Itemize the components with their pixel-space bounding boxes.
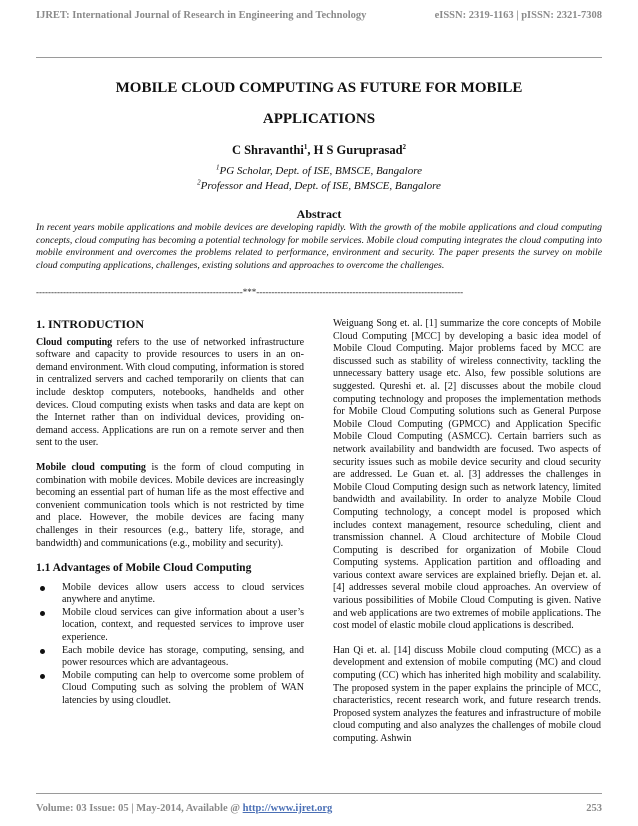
abstract-text: In recent years mobile applications and mobile devices are developing rapidly. With the growth of the mobile applications and cloud computing concepts, cloud computing has becoming a potential technology for mobile services. Mobile cloud computing integrates the cloud computing into mobile environment and overcomes the problems related to performance, environment and security. The paper presents the survey on mobile cloud computing applications, challenges, existing solutions and approaches to overcome the challenges. [36,222,602,271]
page-footer [36,803,602,814]
author-sep: , [307,143,314,157]
bullet-icon [40,611,45,616]
paper-title [40,73,598,135]
title-line-2: APPLICATIONS [262,111,376,127]
footer-volume: Volume: 03 Issue: 05 | May-2014, Available @ http://www.ijret.org [36,803,333,814]
bullet-icon [40,674,45,679]
affiliations [40,164,598,194]
abstract-heading: Abstract [296,207,342,221]
list-item: Mobile computing can help to overcome some problem of Cloud Computing such as solving the problem of WAN latencies by using cloudlet. [36,670,304,708]
intro-paragraph-1: Cloud computing refers to the use of networked infrastructure software and capacity to provide resources to users in an on-demand environment. With cloud computing, information is stored in centralized servers and cached temporarily on clients that can include desktop computers, notebooks, handhelds and other devices. Cloud computing exists when tasks and data are kept on the Internet rather than on individual devices, providing on-demand access. Applications are run on a remote server and then sent to the user. [36,336,305,449]
affiliation-1: $^1$PG Scholar, Dept. of ISE, BMSCE, Bangalore [216,163,422,177]
authors [40,143,598,158]
footer-rule [36,793,602,794]
author-1: C Shravanthi [231,143,304,157]
author-1-sup: 1 [303,142,308,151]
right-column [333,318,601,758]
title-line-1: MOBILE CLOUD COMPUTING AS FUTURE FOR MOBILE [115,80,523,96]
page-number: 253 [586,803,602,814]
section-separator: ---------------------------------------------------------------------***--------------------------------------------------------------------- [36,287,464,297]
related-work-paragraph-1: Weiguang Song et. al. [1] summarize the core concepts of Mobile Cloud Computing [MCC] by developing a basic idea model of Mobile Cloud Computing. Major problems faced by MCC are discussed such as stability of wireless connectivity, tackling the unnecessary battery usage etc. Also, few possible solutions are suggested. Qureshi et. al. [2] discusses about the mobile cloud computing technology and proposes the implementation methods for Mobile Cloud Computing solutions such as General Purpose Mobile Cloud Computing (GPMCC) and Application Specific Mobile Cloud Computing (ASMCC). Certain barriers such as network availability and bandwidth are focused. Two aspects of security issues such as mobile device security and cloud security are addressed. Le Guan et. al. [3] addresses the challenges in Mobile Cloud Computing design such as network latency, limited bandwidth and availability. In order to analyze Mobile Cloud Computing technology, a concept model is proposed which includes context management, resource scheduling, client and transmission channel. A Cloud architecture of Mobile Cloud Computing is described for organization of Mobile Cloud Computing systems. Application partition and offloading and various context aware services are explained briefly. Dejan et. al. [4] addresses several mobile cloud approaches. An overview of various possibilities of Mobile Cloud Computing is given. Native and web applications are two extremes of mobile applications. The cost model of elastic mobile cloud applications is described. [333,318,601,632]
intro-paragraph-2: Mobile cloud computing is the form of cloud computing in combination with mobile devices. Mobile devices are increasingly becoming an essential part of human life as the most effective and convenient communication tools which is not restricted by time and place. However, the mobile devices are facing many challenges in their resources (e.g., battery life, storage, and bandwidth) and communications (e.g., mobility and security). [36,461,304,549]
affiliation-2: $^2$Professor and Head, Dept. of ISE, BMSCE, Bangalore [197,178,441,192]
bullet-icon [40,649,45,654]
list-item: Mobile devices allow users access to cloud services anywhere and anytime. [36,582,304,607]
journal-name: IJRET: International Journal of Research in Engineering and Technology [36,10,367,21]
intro-heading: 1. INTRODUCTION [36,317,145,331]
list-item: Mobile cloud services can give information about a user’s location, context, and requested services to improve user experience. [36,607,304,645]
list-item: Each mobile device has storage, computing, sensing, and power resources which are advantageous. [36,645,304,670]
author-2: H S Guruprasad [313,143,403,157]
advantages-heading: 1.1 Advantages of Mobile Cloud Computing [36,562,252,575]
related-work-paragraph-2: Han Qi et. al. [14] discuss Mobile cloud computing (MCC) as a development and extension of mobile computing (MC) and cloud computing (CC) which has inherited high mobility and scalability. The proposed system in the paper explains the principle of MCC, characteristics, recent research work, and future research trends. Proposed system analyzes the features and infrastructure of mobile cloud computing and also analyzes the challenges of mobile cloud computing. Ashwin [333,644,601,744]
page-header [36,10,602,21]
issn: eISSN: 2319-1163 | pISSN: 2321-7308 [434,10,602,21]
bullet-icon [40,586,45,591]
author-2-sup: 2 [402,142,407,151]
header-rule [36,57,602,58]
left-column [36,318,304,708]
journal-link[interactable]: http://www.ijret.org [242,803,333,814]
advantages-list [36,582,304,708]
